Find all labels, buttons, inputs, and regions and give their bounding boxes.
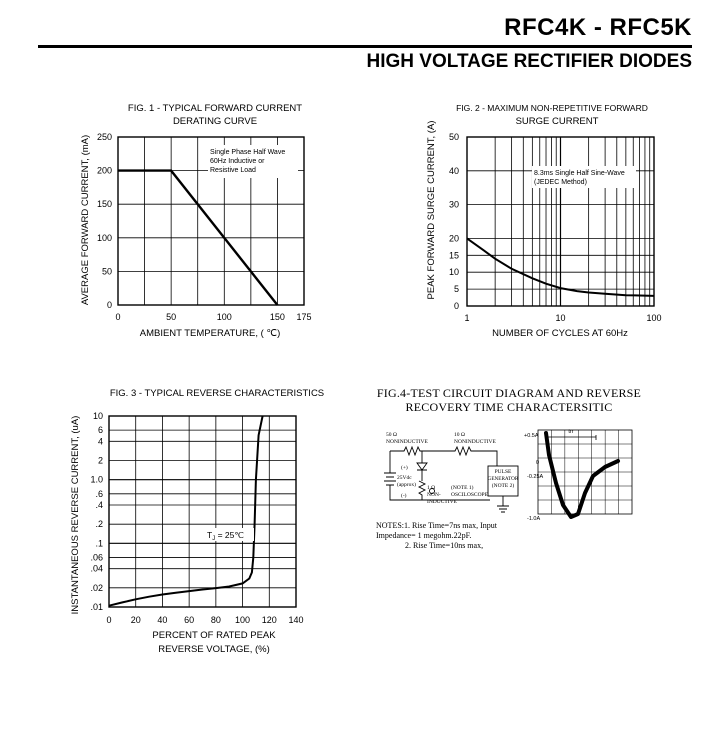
circuit-top-wire: [390, 447, 497, 466]
fig1-title-line2: DERATING CURVE: [172, 116, 258, 127]
fig2-ytick-label: 5: [453, 284, 459, 295]
fig3-ytick-label: .1: [95, 538, 103, 549]
fig2-ytick-label: 40: [448, 165, 459, 176]
fig1-ytick-label: 100: [96, 232, 112, 243]
fig3-xtick-label: 100: [235, 615, 251, 625]
fig3-ytick-label: .06: [90, 552, 103, 563]
source-voltage: 25Vdc: [397, 475, 412, 481]
fig2-title-line1: FIG. 2 - MAXIMUM NON-REPETITIVE FORWARD: [456, 103, 648, 113]
fig2-ylabel: PEAK FORWARD SURGE CURRENT, (A): [426, 120, 437, 300]
fig2-ytick-label: 10: [448, 267, 459, 278]
fig2-xtick-label: 100: [646, 313, 662, 323]
trr-marker: [547, 435, 596, 440]
fig2-ytick-label: 30: [448, 199, 459, 210]
fig1-ytick-label: 50: [101, 266, 112, 277]
fig1-annotation-line3: Resistive Load: [210, 167, 256, 174]
r3-value: 1 Ω: [427, 485, 436, 491]
fig4-title-line2: RECOVERY TIME CHARACTERSITIC: [405, 400, 613, 414]
fig3-ytick-label: .01: [90, 602, 103, 612]
fig1-xtick-label: 175: [296, 312, 312, 322]
wave-label-plus05: +0.5A: [524, 433, 539, 439]
fig3-ytick-label: .02: [90, 582, 103, 593]
fig3-ytick-label: 10: [92, 411, 103, 421]
fig2-xtick-label: 10: [555, 313, 566, 323]
r3-inductive: INDUCTIVE: [427, 499, 457, 505]
fig2-ytick-label: 15: [448, 250, 459, 261]
fig3-annotation-rest: = 25℃: [215, 530, 244, 540]
wave-label-minus025: -0.25A: [527, 474, 544, 480]
notes-line3: 2. Rise Time=10ns max,: [405, 541, 484, 550]
fig2-ytick-label: 20: [448, 233, 459, 244]
fig3-xtick-label: 20: [130, 615, 141, 625]
wave-label-zero: 0: [536, 460, 540, 466]
fig3-ytick-label: .2: [95, 519, 103, 530]
fig3-ytick-label: .04: [90, 563, 103, 574]
document-title: RFC4K - RFC5K: [504, 14, 692, 41]
generator-label: GENERATOR: [487, 476, 519, 482]
fig1-ytick-label: 150: [96, 199, 112, 210]
fig3-ylabel: INSTANTANEOUS REVERSE CURRENT, (uA): [70, 415, 81, 615]
fig1-annotation-line2: 60Hz Inductive or: [210, 158, 265, 165]
fig1-xtick-label: 150: [269, 312, 285, 322]
fig3-xtick-label: 120: [261, 615, 277, 625]
trr-label: trr: [568, 429, 574, 435]
fig3-xtick-label: 140: [288, 615, 304, 625]
fig2-xlabel: NUMBER OF CYCLES AT 60Hz: [492, 328, 628, 339]
fig3-annotation-t: T: [207, 530, 213, 540]
r2-type: NONINDUCTIVE: [454, 439, 496, 445]
fig3-ytick-label: .6: [95, 488, 103, 499]
fig1-ylabel: AVERAGE FORWARD CURRENT, (mA): [80, 134, 91, 306]
fig1-xlabel: AMBIENT TEMPERATURE, ( ℃): [139, 328, 281, 339]
r2-value: 10 Ω: [454, 432, 465, 438]
fig1-ytick-label: 250: [96, 132, 112, 142]
fig3-ytick-label: 2: [97, 455, 103, 466]
fig1-xtick-label: 100: [216, 312, 232, 322]
fig4-title-line1: FIG.4-TEST CIRCUIT DIAGRAM AND REVERSE: [376, 386, 642, 400]
fig1-xtick-label: 50: [166, 312, 177, 322]
notes-line2: Impedance= 1 megohm.22pF.: [376, 531, 472, 540]
note1-label: (NOTE 1): [451, 485, 474, 491]
r1-value: 50 Ω: [386, 432, 397, 438]
fig3-xtick-label: 0: [106, 615, 112, 625]
r3-non: NON-: [427, 492, 441, 498]
fig3-xtick-label: 60: [184, 615, 195, 625]
fig1-ytick-label: 0: [106, 300, 112, 310]
fig3-ytick-label: 6: [97, 425, 103, 436]
fig2-annotation-line1: 8.3ms Single Half Sine-Wave: [534, 170, 625, 177]
fig3-xtick-label: 80: [210, 615, 221, 625]
minus-marker: (-): [401, 493, 407, 499]
recovery-waveform: [546, 433, 618, 517]
note2-label: (NOTE 2): [491, 483, 515, 489]
r1-type: NONINDUCTIVE: [386, 439, 428, 445]
wave-label-minus1: -1.0A: [527, 516, 541, 522]
fig3-title: FIG. 3 - TYPICAL REVERSE CHARACTERISTICS: [109, 388, 325, 399]
pulse-label: PULSE: [494, 469, 512, 475]
oscilloscope-label: OSCILOSCOPE: [451, 492, 488, 498]
fig1-annotation-line1: Single Phase Half Wave: [210, 149, 286, 156]
fig2-xtick-label: 1: [464, 313, 470, 323]
fig1-xtick-label: 0: [115, 312, 121, 322]
fig3-xlabel-line1: PERCENT OF RATED PEAK: [152, 630, 276, 641]
fig3-ytick-label: 1.0: [90, 474, 103, 485]
fig1-title-line1: FIG. 1 - TYPICAL FORWARD CURRENT: [127, 103, 303, 114]
fig1-ytick-label: 200: [96, 165, 112, 176]
source-approx: (approx): [397, 482, 416, 488]
fig2-title-line2: SURGE CURRENT: [515, 116, 599, 127]
fig3-annotation-sub: J: [212, 536, 216, 542]
fig3-ytick-label: .4: [95, 500, 103, 511]
circuit-diode-wire: [417, 451, 427, 500]
plus-marker: (+): [401, 465, 408, 471]
ground-icon: [497, 496, 509, 512]
fig2-annotation-line2: (JEDEC Method): [534, 179, 587, 186]
fig2-ytick-label: 0: [453, 301, 459, 311]
fig2-ytick-label: 50: [448, 132, 459, 142]
fig3-xtick-label: 40: [157, 615, 168, 625]
notes-line1: NOTES:1. Rise Time=7ns max, Input: [376, 521, 497, 530]
document-subtitle: HIGH VOLTAGE RECTIFIER DIODES: [366, 51, 692, 72]
fig3-xlabel-line2: REVERSE VOLTAGE, (%): [158, 644, 270, 655]
fig3-ytick-label: 4: [97, 436, 103, 447]
